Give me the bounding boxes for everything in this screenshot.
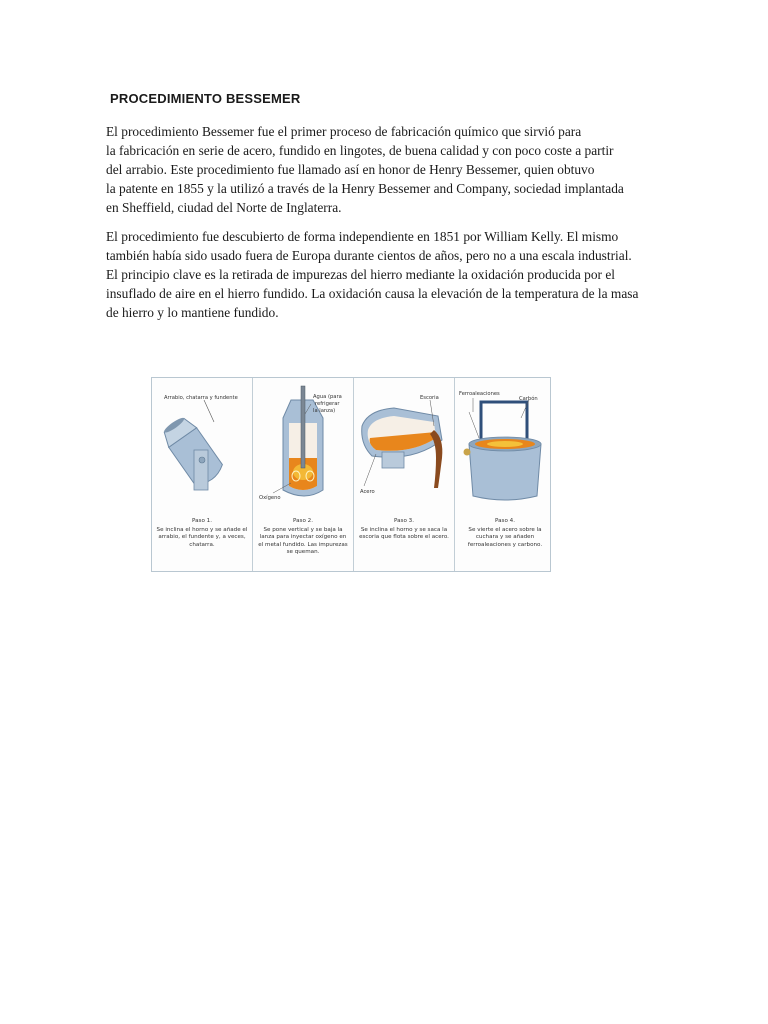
- document-title: PROCEDIMIENTO BESSEMER: [110, 91, 301, 106]
- step-title: Paso 4.: [494, 518, 515, 524]
- figure-label: Arrabio, chatarra y fundente: [164, 395, 238, 401]
- bessemer-process-figure: [151, 377, 551, 572]
- figure-label: Acero: [360, 489, 375, 495]
- paragraph-line: la patente en 1855 y la utilizó a través de la Henry Bessemer and Company, sociedad implantada: [106, 180, 624, 196]
- paragraph-line: del arrabio. Este procedimiento fue llamado así en honor de Henry Bessemer, quien obtuvo: [106, 161, 595, 177]
- step-caption: Se inclina el horno y se añade el arrabio, el fundente y, a veces, chatarra.: [156, 527, 248, 548]
- paragraph-line: El procedimiento Bessemer fue el primer proceso de fabricación químico que sirvió para: [106, 124, 582, 139]
- step-title: Paso 3.: [393, 518, 414, 524]
- paragraph-line: El principio clave es la retirada de impurezas del hierro mediante la oxidación producida por el: [106, 266, 616, 282]
- figure-caption: [358, 518, 450, 542]
- ladle-illustration: [455, 378, 555, 518]
- pouring-converter-illustration: [354, 378, 454, 518]
- paragraph-2: [106, 228, 706, 323]
- figure-panel-step-2: [252, 378, 353, 571]
- paragraph-1: [106, 123, 706, 218]
- figure-caption: [257, 518, 349, 556]
- paragraph-line: El procedimiento fue descubierto de forma independiente en 1851 por William Kelly. El mismo: [106, 229, 619, 244]
- paragraph-line: la fabricación en serie de acero, fundido en lingotes, de buena calidad y con poco coste a partir: [106, 142, 614, 158]
- figure-label: Ferroaleaciones: [459, 391, 500, 397]
- paragraph-line: en Sheffield, ciudad del Norte de Inglaterra.: [106, 199, 342, 215]
- figure-label: Carbón: [519, 396, 538, 402]
- figure-label: Escoria: [420, 395, 439, 401]
- figure-label: la lanza): [313, 408, 336, 414]
- figure-panel-step-1: [152, 378, 252, 571]
- step-title: Paso 2.: [292, 518, 313, 524]
- figure-label: refrigerar: [315, 401, 340, 407]
- step-caption: Se vierte el acero sobre la cuchara y se añaden ferroaleaciones y carbono.: [467, 527, 543, 548]
- step-caption: Se inclina el horno y se saca la escoria que flota sobre el acero.: [359, 527, 449, 541]
- figure-panel-step-3: [353, 378, 454, 571]
- figure-caption: [459, 518, 551, 549]
- figure-caption: [156, 518, 248, 549]
- step-title: Paso 1.: [191, 518, 212, 524]
- figure-label: Agua (para: [313, 394, 342, 400]
- step-caption: Se pone vertical y se baja la lanza para inyectar oxígeno en el metal fundido. Las impurezas se queman.: [258, 527, 348, 555]
- paragraph-line: de hierro y lo mantiene fundido.: [106, 304, 279, 320]
- paragraph-line: también había sido usado fuera de Europa durante cientos de años, pero no a una escala industrial.: [106, 247, 632, 263]
- figure-label: Oxígeno: [259, 495, 281, 501]
- paragraph-line: insuflado de aire en el hierro fundido. La oxidación causa la elevación de la temperatura de la masa: [106, 285, 639, 301]
- figure-panel-step-4: [454, 378, 555, 571]
